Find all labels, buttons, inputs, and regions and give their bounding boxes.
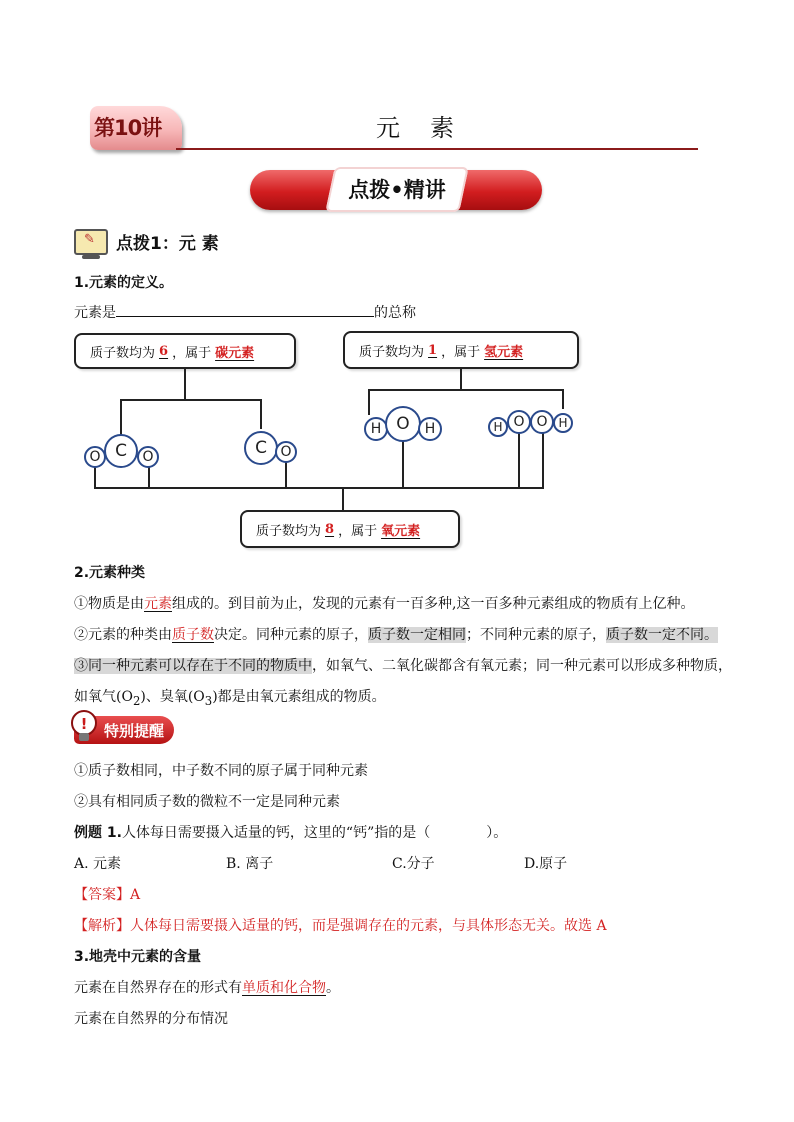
svg-text:!: !	[80, 715, 88, 733]
section-banner-label: 点拨•精讲	[348, 178, 446, 202]
definition-prefix: 元素是	[74, 305, 116, 321]
text: )、臭氧(O	[140, 689, 205, 705]
kinds-paragraph-2	[74, 624, 718, 644]
oxygen-box	[240, 510, 460, 548]
fill-answer: 元素	[144, 596, 172, 612]
hydrogen-box	[343, 331, 579, 369]
hydrogen-atom: H	[488, 417, 508, 437]
text: ；不同种元素的原子，	[466, 627, 606, 643]
fill-answer: 单质和化合物	[242, 980, 326, 996]
box-mid: ，属于	[172, 345, 212, 361]
fill-answer: 质子数	[172, 627, 214, 643]
text: ，如氧气、二氧化碳都含有氧元素；同一种元素可以形成多种物质，	[312, 658, 732, 674]
text: ①物质是由	[74, 596, 144, 612]
tip-item-2: ②具有相同质子数的微粒不一定是同种元素	[74, 794, 340, 810]
hydrogen-atom: H	[418, 417, 442, 441]
carbon-box	[74, 333, 296, 369]
highlight: 质子数一定相同	[368, 627, 466, 643]
answer-label: 【答案】	[74, 887, 130, 903]
crust-paragraph-2: 元素在自然界的分布情况	[74, 1011, 228, 1027]
box-prefix: 质子数均为	[359, 344, 425, 360]
text: ②元素的种类由	[74, 627, 172, 643]
analysis-line	[74, 915, 607, 935]
oxygen-atom: O	[84, 446, 106, 468]
analysis-label: 【解析】	[74, 918, 130, 934]
page-title: 元素	[376, 114, 484, 142]
oxygen-atom: O	[137, 446, 159, 468]
lesson-number-tab	[90, 106, 182, 150]
example-question	[74, 822, 507, 842]
box-number: 6	[159, 343, 169, 359]
subscript: 3	[204, 693, 213, 708]
option-b: B. 离子	[226, 856, 274, 872]
option-a: A. 元素	[74, 856, 122, 872]
text: )都是由氧元素组成的物质。	[212, 689, 386, 705]
box-answer: 氢元素	[484, 344, 524, 360]
definition-heading: 1.元素的定义。	[74, 275, 174, 291]
option-c: C.分子	[392, 856, 435, 872]
lesson-number: 第10讲	[94, 116, 162, 140]
header-rule	[176, 148, 698, 150]
box-prefix: 质子数均为	[256, 523, 322, 539]
oxygen-atom: O	[385, 406, 421, 442]
box-number: 1	[428, 342, 438, 358]
box-answer: 碳元素	[215, 345, 255, 361]
option-d: D.原子	[524, 856, 568, 872]
box-mid: ，属于	[441, 344, 481, 360]
crust-heading: 3.地壳中元素的含量	[74, 949, 202, 965]
text: 组成的。到目前为止，发现的元素有一百多种,这一百多种元素组成的物质有上亿种。	[172, 596, 695, 612]
analysis-text: 人体每日需要摄入适量的钙，而是强调存在的元素，与具体形态无关。故选 A	[130, 918, 607, 934]
highlight: ③同一种元素可以存在于不同的物质中	[74, 658, 312, 674]
kinds-paragraph-1	[74, 593, 694, 613]
oxygen-atom: O	[507, 410, 531, 434]
section-heading: 点拨1：元 素	[116, 234, 219, 254]
text: 决定。同种元素的原子，	[214, 627, 368, 643]
text: 如氧气(O	[74, 689, 133, 705]
teacher-board-icon: ✎	[74, 229, 108, 255]
oxygen-atom: O	[530, 410, 554, 434]
oxygen-atom: O	[275, 441, 297, 463]
answer-value: A	[130, 887, 141, 903]
text: 。	[326, 980, 340, 996]
definition-suffix: 的总称	[374, 305, 416, 321]
box-number: 8	[325, 521, 335, 537]
box-mid: ，属于	[338, 523, 378, 539]
text: 元素在自然界存在的形式有	[74, 980, 242, 996]
tip-label: 特别提醒	[104, 722, 165, 740]
lightbulb-icon	[70, 710, 98, 744]
hydrogen-atom: H	[364, 417, 388, 441]
subscript: 2	[132, 693, 141, 708]
box-prefix: 质子数均为	[90, 345, 156, 361]
kinds-paragraph-3	[74, 655, 732, 675]
kinds-paragraph-3-cont	[74, 686, 386, 708]
tip-badge	[74, 716, 174, 744]
example-label: 例题 1.	[74, 825, 122, 841]
question-text: 人体每日需要摄入适量的钙，这里的“钙”指的是（ ）。	[121, 825, 508, 841]
carbon-atom: C	[244, 431, 278, 465]
kinds-heading: 2.元素种类	[74, 565, 146, 581]
definition-blank	[116, 304, 374, 317]
box-answer: 氧元素	[381, 523, 421, 539]
highlight: 质子数一定不同。	[606, 627, 718, 643]
crust-paragraph-1	[74, 977, 340, 997]
hydrogen-atom: H	[553, 413, 573, 433]
answer-line	[74, 884, 140, 904]
definition-sentence	[74, 302, 416, 322]
tip-item-1: ①质子数相同，中子数不同的原子属于同种元素	[74, 763, 368, 779]
carbon-atom: C	[104, 434, 138, 468]
